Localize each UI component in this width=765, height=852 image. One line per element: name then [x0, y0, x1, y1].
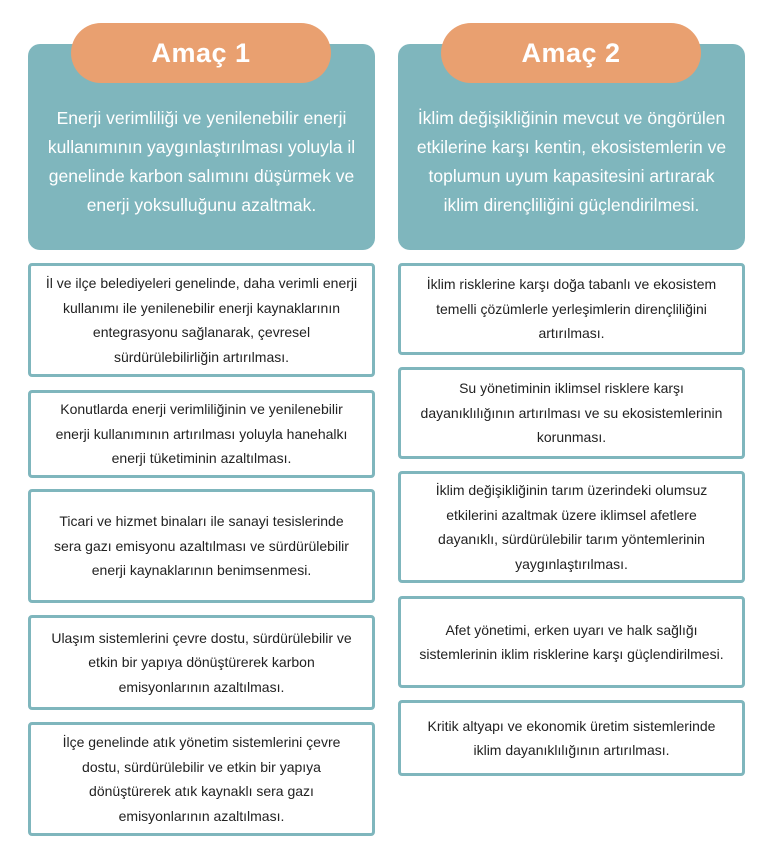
goal-2-item-5 — [398, 700, 745, 776]
goal-2-item-5-text: Kritik altyapı ve ekonomik üretim sistemlerinde iklim dayanıklılığının artırılması. — [427, 717, 716, 758]
goal-2-item-4 — [398, 596, 745, 688]
goal-1-item-4 — [28, 615, 375, 710]
goal-1-item-4-text: Ulaşım sistemlerini çevre dostu, sürdürülebilir ve etkin bir yapıya dönüştürerek karbon emisyonlarının azaltılması. — [51, 629, 352, 695]
goal-2-description: İklim değişikliğinin mevcut ve öngörülen etkilerine karşı kentin, ekosistemlerin ve toplumun uyum kapasitesini artırarak iklim dirençliliğini güçlendirilmesi. — [416, 108, 727, 215]
goal-1-title: Amaç 1 — [71, 23, 331, 83]
goal-1-item-5-text: İlçe genelinde atık yönetim sistemlerini çevre dostu, sürdürülebilir ve etkin bir yapıya dönüştürerek atık kaynaklı sera gazı emisyonlarının azaltılması. — [62, 734, 341, 824]
goal-2-item-3-text: İklim değişikliğinin tarım üzerindeki olumsuz etkilerini azaltmak üzere iklimsel afetlere dayanıklı, sürdürülebilir tarım yöntemlerinin yaygınlaştırılması. — [435, 482, 708, 572]
goal-2-item-1 — [398, 263, 745, 355]
goal-1-item-1 — [28, 263, 375, 377]
goal-2-item-3 — [398, 471, 745, 583]
goal-1-item-1-text: İl ve ilçe belediyeleri genelinde, daha verimli enerji kullanımı ile yenilenebilir enerji kaynaklarının entegrasyonu sağlanarak, çevresel sürdürülebilirliğin artırılması. — [45, 275, 358, 365]
goal-1-item-3-text: Ticari ve hizmet binaları ile sanayi tesislerinde sera gazı emisyonu azaltılması ve sürdürülebilir enerji kaynaklarının benimsenmesi. — [54, 513, 349, 579]
goal-1-description: Enerji verimliliği ve yenilenebilir enerji kullanımının yaygınlaştırılması yoluyla il genelinde karbon salımını düşürmek ve enerji yoksulluğunu azaltmak. — [47, 108, 356, 215]
goal-1-item-2-text: Konutlarda enerji verimliliğinin ve yenilenebilir enerji kullanımının artırılması yoluyla hanehalkı enerji tüketiminin azaltılması. — [55, 401, 348, 467]
goal-2-item-1-text: İklim risklerine karşı doğa tabanlı ve ekosistem temelli çözümlerle yerleşimlerin dirençliliğini artırılması. — [426, 276, 717, 342]
goal-2-item-2-text: Su yönetiminin iklimsel risklere karşı dayanıklılığının artırılması ve su ekosistemlerinin korunması. — [420, 380, 723, 446]
goal-1-item-2 — [28, 390, 375, 478]
goal-2-item-2 — [398, 367, 745, 459]
goal-1-item-5 — [28, 722, 375, 836]
goal-1-item-3 — [28, 489, 375, 603]
goal-2-item-4-text: Afet yönetimi, erken uyarı ve halk sağlığı sistemlerinin iklim risklerine karşı güçlendirilmesi. — [419, 621, 724, 662]
goal-2-title: Amaç 2 — [441, 23, 701, 83]
